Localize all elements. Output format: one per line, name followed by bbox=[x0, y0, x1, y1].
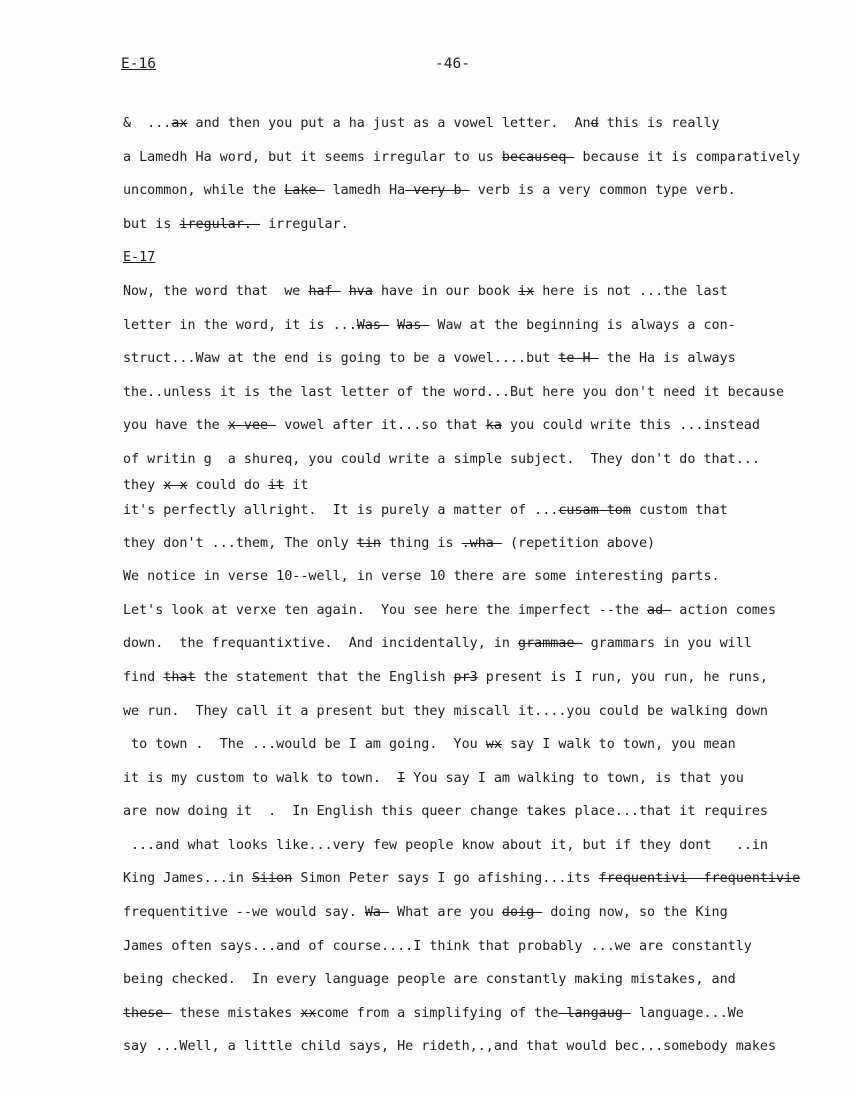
struck-text: -very-b- bbox=[405, 183, 470, 199]
typed-text: being checked. In every language people are constantly making mistakes, and bbox=[123, 972, 736, 988]
text-line bbox=[123, 963, 838, 997]
typed-text: have in our book bbox=[372, 283, 519, 299]
typed-text: custom that bbox=[630, 502, 728, 518]
text-line bbox=[123, 342, 838, 376]
text-line bbox=[123, 1030, 838, 1064]
text-line bbox=[123, 477, 838, 494]
typed-text: We notice in verse 10--well, in verse 10 there are some interesting parts. bbox=[123, 569, 720, 585]
text-line bbox=[123, 594, 838, 628]
typed-text: and then you put a ha just as a vowel letter. An bbox=[187, 116, 591, 131]
text-line bbox=[123, 275, 838, 309]
typed-text: King James...in bbox=[123, 871, 252, 887]
text-line bbox=[123, 695, 838, 729]
text-line bbox=[123, 795, 838, 829]
struck-text: Was- bbox=[356, 317, 390, 333]
typed-text: you have the bbox=[123, 418, 228, 434]
typed-text: ...and what looks like...very few people know about it, but if they dont ..in bbox=[123, 837, 768, 853]
typed-text: (repetition above) bbox=[501, 535, 656, 551]
page-header bbox=[0, 56, 854, 80]
struck-text: wx bbox=[485, 737, 502, 753]
struck-text: ix bbox=[518, 283, 535, 299]
typed-text: find bbox=[123, 669, 164, 685]
typed-text: these mistakes bbox=[171, 1005, 301, 1021]
typed-text: Waw at the beginning is always a con- bbox=[429, 317, 736, 333]
struck-text: it bbox=[268, 477, 285, 493]
typed-text: the Ha is always bbox=[598, 351, 736, 367]
typed-text: James often says...and of course....I think that probably ...we are constantly bbox=[123, 938, 752, 954]
struck-text: x vee- bbox=[227, 418, 277, 434]
page-number: -46- bbox=[435, 56, 470, 72]
text-line bbox=[123, 527, 838, 561]
text-line bbox=[123, 409, 838, 443]
text-line bbox=[123, 829, 838, 863]
struck-text: d bbox=[590, 116, 599, 131]
struck-text: tin bbox=[356, 535, 381, 551]
typed-text bbox=[341, 284, 349, 299]
typed-text: you could write this ...instead bbox=[501, 418, 760, 434]
transcript-body bbox=[123, 107, 838, 1064]
typed-text: say I walk to town, you mean bbox=[501, 737, 736, 753]
typed-text: we run. They call it a present but they miscall it....you could be walking down bbox=[123, 703, 768, 719]
struck-text: cusam-tom bbox=[558, 502, 631, 518]
struck-text: te-H- bbox=[558, 351, 599, 367]
text-line bbox=[123, 762, 838, 796]
text-line bbox=[123, 627, 838, 661]
struck-text: Was- bbox=[397, 317, 430, 333]
struck-text: haf- bbox=[308, 283, 341, 299]
typed-text: they don't ...them, The only bbox=[123, 535, 357, 551]
struck-text: .wha- bbox=[461, 535, 502, 551]
typed-text: grammars in you will bbox=[582, 636, 752, 652]
typed-text: thing is bbox=[380, 535, 462, 551]
struck-text: Wa- bbox=[364, 905, 390, 921]
typed-text: this is really bbox=[598, 116, 720, 131]
typed-text: the statement that the English bbox=[195, 669, 454, 685]
typed-text bbox=[389, 318, 397, 333]
text-line bbox=[123, 309, 838, 343]
struck-text: these- bbox=[123, 1005, 172, 1021]
struck-text: Siion bbox=[252, 871, 293, 887]
typed-text: doing now, so the King bbox=[542, 905, 728, 921]
text-line bbox=[123, 208, 838, 242]
struck-text: hva bbox=[348, 283, 373, 299]
struck-text: pr3 bbox=[453, 669, 478, 685]
text-line bbox=[123, 896, 838, 930]
text-line bbox=[123, 174, 838, 208]
typed-text: of writin g a shureq, you could write a simple subject. They don't do that... bbox=[123, 451, 760, 467]
text-line bbox=[123, 930, 838, 964]
typed-text: vowel after it...so that bbox=[276, 418, 486, 434]
struck-text: frequentivi--frequentivie bbox=[598, 871, 801, 887]
typed-text: Let's look at verxe ten again. You see here the imperfect --the bbox=[123, 602, 648, 618]
struck-text: doig- bbox=[501, 905, 543, 921]
section-reference: E-16 bbox=[121, 56, 156, 72]
typed-text: because it is comparatively bbox=[574, 149, 801, 165]
typed-text: a Lamedh Ha word, but it seems irregular to us bbox=[123, 149, 502, 165]
typed-text: E-17 bbox=[123, 250, 156, 266]
typed-text: frequentitive --we would say. bbox=[123, 905, 365, 921]
struck-text: that bbox=[163, 669, 196, 685]
struck-text: ax bbox=[171, 116, 188, 131]
typed-text: come from a simplifying of the bbox=[316, 1005, 559, 1021]
struck-text: I bbox=[397, 770, 406, 786]
typed-text: irregular. bbox=[260, 216, 349, 232]
text-line bbox=[123, 728, 838, 762]
text-line bbox=[123, 494, 838, 527]
typed-text: it's perfectly allright. It is purely a matter of ... bbox=[123, 502, 559, 518]
typed-text: struct...Waw at the end is going to be a vowel....but bbox=[123, 351, 559, 367]
typed-text: say ...Well, a little child says, He rideth,.,and that would bec...somebody makes bbox=[123, 1039, 777, 1055]
typed-text: could do bbox=[187, 477, 269, 493]
typed-text: verb is a very common type verb. bbox=[469, 183, 736, 199]
typed-text: uncommon, while the bbox=[123, 183, 285, 199]
text-line bbox=[123, 862, 838, 896]
struck-text: Lake- bbox=[284, 183, 325, 199]
typed-text: Simon Peter says I go afishing...its bbox=[292, 871, 599, 887]
typed-text: it bbox=[284, 477, 309, 493]
typed-text: here is not ...the last bbox=[534, 283, 728, 299]
typed-text: are now doing it . In English this queer change takes place...that it requires bbox=[123, 804, 768, 820]
struck-text: -langaug- bbox=[558, 1005, 631, 1021]
typed-text: it is my custom to walk to town. bbox=[123, 770, 398, 786]
typed-text: & ... bbox=[123, 116, 172, 131]
struck-text: ad- bbox=[647, 602, 672, 618]
text-line bbox=[123, 141, 838, 175]
typed-text: letter in the word, it is ... bbox=[123, 317, 357, 333]
struck-text: xx bbox=[300, 1005, 317, 1021]
typed-text: the..unless it is the last letter of the word...But here you don't need it because bbox=[123, 384, 785, 400]
typed-text: they bbox=[123, 477, 164, 493]
typed-text: Now, the word that we bbox=[123, 283, 309, 299]
text-line bbox=[123, 376, 838, 410]
typed-text: action comes bbox=[671, 602, 777, 618]
text-line bbox=[123, 997, 838, 1031]
text-line bbox=[123, 661, 838, 695]
typed-text: You say I am walking to town, is that you bbox=[405, 770, 744, 786]
struck-text: x x bbox=[163, 477, 188, 493]
text-line bbox=[123, 443, 838, 477]
struck-text: ka bbox=[485, 418, 502, 434]
typed-text: What are you bbox=[389, 905, 502, 921]
struck-text: becauseq- bbox=[501, 149, 575, 165]
struck-text: iregular.- bbox=[179, 216, 261, 232]
text-line bbox=[123, 560, 838, 594]
typed-text: language...We bbox=[630, 1005, 744, 1021]
section-heading bbox=[123, 241, 838, 275]
typed-text: to town . The ...would be I am going. You bbox=[123, 737, 486, 753]
typed-text: but is bbox=[123, 216, 180, 232]
struck-text: grammae- bbox=[518, 636, 583, 652]
text-line bbox=[123, 107, 838, 141]
typed-text: lamedh Ha bbox=[324, 183, 406, 199]
typed-text: present is I run, you run, he runs, bbox=[477, 669, 768, 685]
typed-text: down. the frequantixtive. And incidentally, in bbox=[123, 636, 519, 652]
